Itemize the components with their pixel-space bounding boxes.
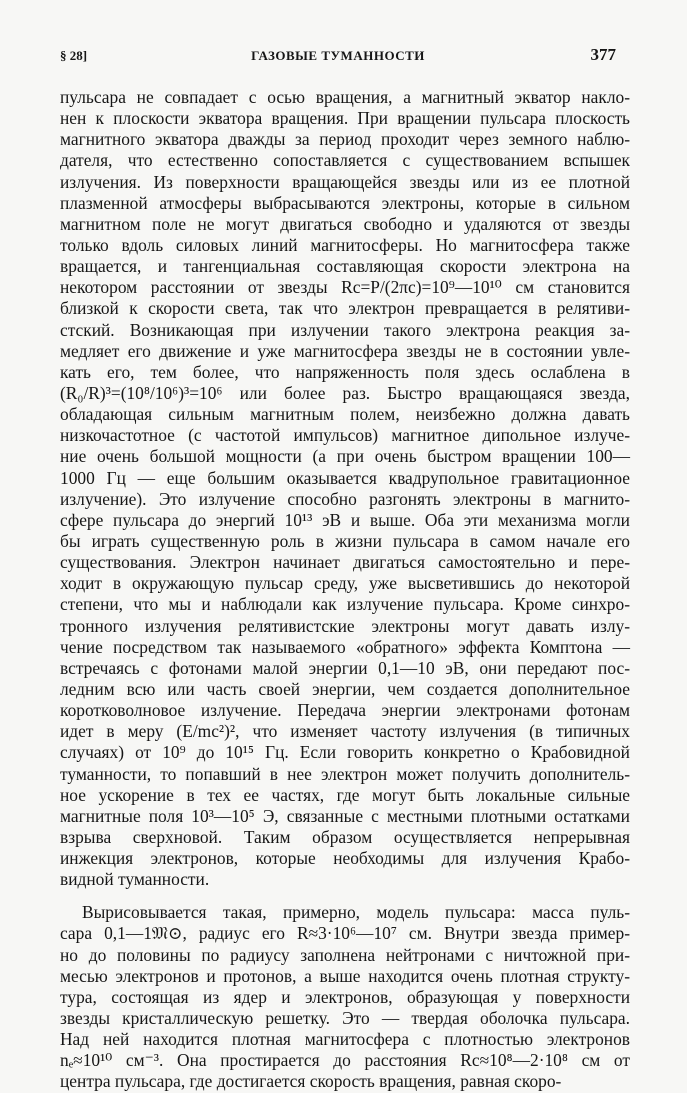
text-line: кать его, тем более, что напряженность поля здесь ослаблена в — [60, 361, 630, 382]
text-line: инжекция электронов, которые необходимы для излучения Крабо- — [60, 848, 630, 869]
text-line: туманности, то попавший в нее электрон может получить дополнитель- — [60, 763, 630, 784]
text-line: тронного излучения релятивистские электроны могут давать излу- — [60, 615, 630, 636]
text-line: чение посредством так называемого «обратного» эффекта Комптона — — [60, 636, 630, 657]
text-line: звезды кристаллическую решетку. Это — твердая оболочка пульсара. — [60, 1008, 630, 1029]
text-line: Вырисовывается такая, примерно, модель пульсара: масса пуль- — [82, 902, 630, 923]
text-line: сфере пульсара до энергий 10¹³ эВ и выше. Оба эти механизма могли — [60, 509, 630, 530]
text-line: ние очень большой мощности (а при очень быстром вращении 100— — [60, 446, 630, 467]
text-line: месью электронов и протонов, а выше находится очень плотная структу- — [60, 965, 630, 986]
text-line: излучения. Из поверхности вращающейся звезды или из ее плотной — [60, 171, 630, 192]
text-line: дателя, что естественно сопоставляется с существованием вспышек — [60, 150, 630, 171]
text-line: медляет его движение и уже магнитосфера звезды не в состоянии увле- — [60, 340, 630, 361]
text-line: плазменной атмосферы выбрасываются электроны, которые в сильном — [60, 192, 630, 213]
text-line: ледним всю или часть своей энергии, чем создается дополнительное — [60, 678, 630, 699]
text-line: центра пульсара, где достигается скорость вращения, равная скоро- — [60, 1071, 562, 1092]
text-line: стский. Возникающая при излучении такого электрона реакция за- — [60, 319, 630, 340]
text-line: близкой к скорости света, так что электрон превращается в релятиви- — [60, 298, 630, 319]
page-body — [60, 87, 630, 1093]
paragraph-gap — [60, 890, 630, 902]
chapter-title: ГАЗОВЫЕ ТУМАННОСТИ — [251, 48, 425, 63]
text-line: пульсара не совпадает с осью вращения, а магнитный экватор накло- — [60, 87, 630, 107]
running-header — [60, 44, 616, 68]
text-line: 1000 Гц — еще большим оказывается квадрупольное гравитационное — [60, 467, 630, 488]
text-line: существования. Электрон начинает двигаться самостоятельно и пере- — [60, 552, 630, 573]
text-line: случаях) от 10⁹ до 10¹⁵ Гц. Если говорить конкретно о Крабовидной — [60, 742, 630, 763]
text-line: ходит в окружающую пульсар среду, уже высветившись до некоторой — [60, 573, 630, 594]
paragraph-2 — [60, 902, 630, 1092]
text-line: взрыва сверхновой. Таким образом осуществляется непрерывная — [60, 826, 630, 847]
text-line: (R₀/R)³=(10⁸/10⁶)³=10⁶ или более раз. Быстро вращающаяся звезда, — [60, 382, 630, 403]
text-line: ное ускорение в тех ее частях, где могут быть локальные сильные — [60, 784, 630, 805]
text-line: тура, состоящая из ядер и электронов, образующая у поверхности — [60, 986, 630, 1007]
text-line: видной туманности. — [60, 869, 210, 890]
text-line: коротковолновое излучение. Передача энергии электронами фотонам — [60, 700, 630, 721]
text-line: обладающая сильным магнитным полем, неизбежно должна давать — [60, 404, 630, 425]
text-line: магнитном поле не могут двигаться свободно и удаляются от звезды — [60, 213, 630, 234]
text-line: nₑ≈10¹⁰ см⁻³. Она простирается до расстояния Rc≈10⁸—2·10⁸ см от — [60, 1050, 630, 1071]
text-line: сара 0,1—1𝔐⊙, радиус его R≈3·10⁶—10⁷ см. Внутри звезда пример- — [60, 923, 630, 944]
text-line: низкочастотное (с частотой импульсов) магнитное дипольное излуче- — [60, 425, 630, 446]
text-line: некотором расстоянии от звезды Rc=P/(2πc)=10⁹—10¹⁰ см становится — [60, 277, 630, 298]
text-line: магнитные поля 10³—10⁵ Э, связанные с местными плотными остатками — [60, 805, 630, 826]
text-line: Над ней находится плотная магнитосфера с плотностью электронов — [60, 1029, 630, 1050]
text-line: только вдоль силовых линий магнитосферы. Но магнитосфера также — [60, 234, 630, 255]
text-line: идет в меру (E/mc²)², что изменяет частоту излучения (в типичных — [60, 721, 630, 742]
text-line: степени, что мы и наблюдали как излучение пульсара. Кроме синхро- — [60, 594, 630, 615]
text-line: излучение). Это излучение способно разгонять электроны в магнито- — [60, 488, 630, 509]
text-line: бы играть существенную роль в жизни пульсара в самом начале его — [60, 530, 630, 551]
text-line: вращается, и тангенциальная составляющая скорости электрона на — [60, 256, 630, 277]
text-line: нен к плоскости экватора вращения. При вращении пульсара плоскость — [60, 108, 630, 129]
page-number: 377 — [590, 45, 616, 64]
paragraph-1 — [60, 87, 630, 890]
section-marker: § 28] — [60, 48, 88, 63]
text-line: встречаясь с фотонами малой энергии 0,1—10 эВ, они передают пос- — [60, 657, 630, 678]
text-line: магнитного экватора дважды за период проходит через земного наблю- — [60, 129, 630, 150]
text-line: но до половины по радиусу заполнена нейтронами с ничтожной при- — [60, 944, 630, 965]
